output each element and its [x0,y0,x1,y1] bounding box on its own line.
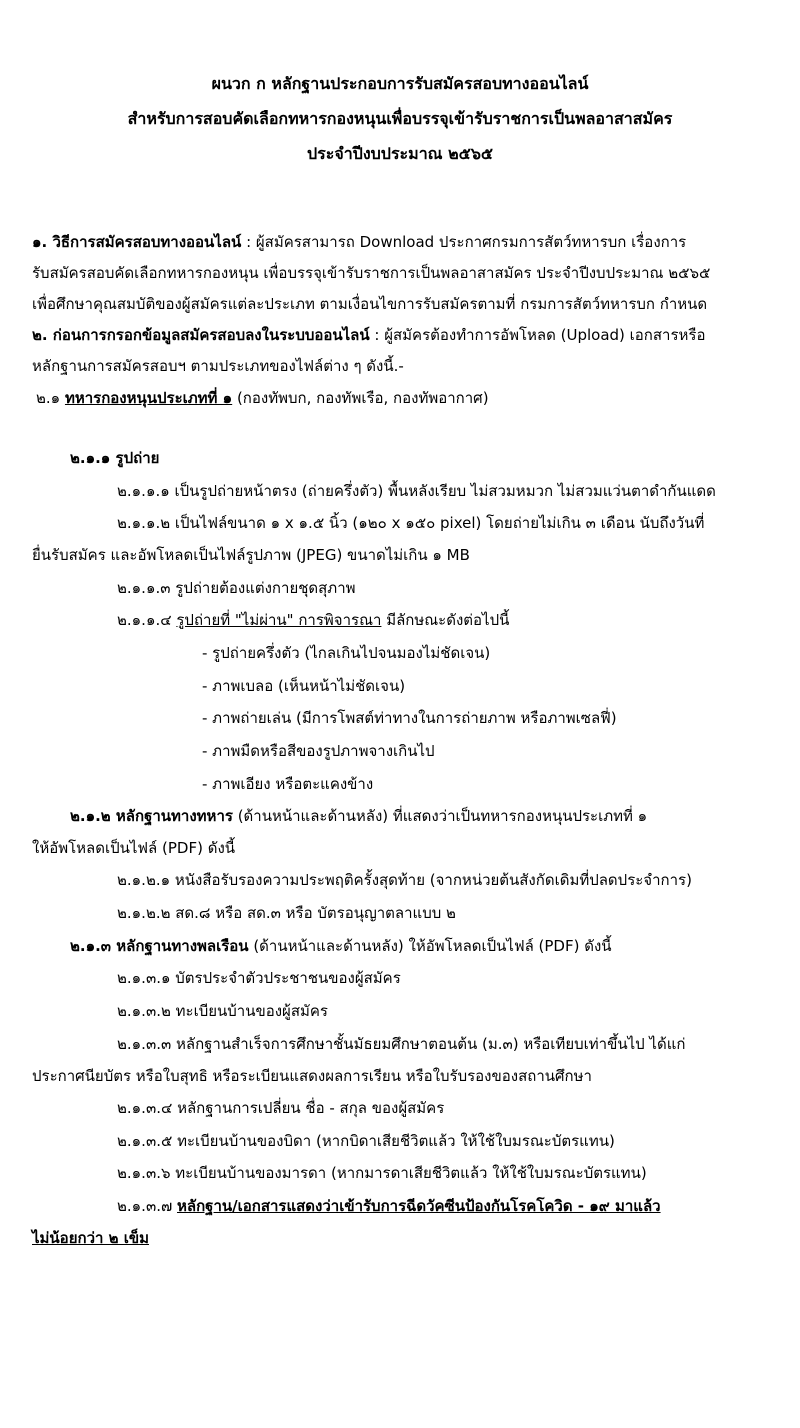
section-2-1-2-text: (ด้านหน้าและด้านหลัง) ที่แสดงว่าเป็นทหารกองหนุนประเภทที่ ๑ [232,807,648,825]
header-line-1: ผนวก ก หลักฐานประกอบการรับสมัครสอบทางออนไลน์ [211,74,589,93]
item-2-1-3-3: ๒.๑.๓.๓ หลักฐานสำเร็จการศึกษาชั้นมัธยมศึกษาตอนต้น (ม.๓) หรือเทียบเท่าขึ้นไป ได้แก่ [117,1035,686,1053]
section-2-heading: ๒. ก่อนการกรอกข้อมูลสมัครสอบลงในระบบออนไลน์ [32,326,370,344]
item-2-1-3-1: ๒.๑.๓.๑ บัตรประจำตัวประชาชนของผู้สมัคร [117,969,401,987]
item-number: ๒.๑.๑.๔ [117,611,177,629]
section-2-1-3-heading: ๒.๑.๓ หลักฐานทางพลเรือน [70,937,249,955]
section-2-1-3-text: (ด้านหน้าและด้านหลัง) ให้อัพโหลดเป็นไฟล์ (PDF) ดังนี้ [248,937,612,955]
section-1-line-3: เพื่อศึกษาคุณสมบัติของผู้สมัครแต่ละประเภท ตามเงื่อนไขการรับสมัครตามที่ กรมการสัตว์ทหารบก กำหนด [32,295,708,313]
section-2-1-1-heading: ๒.๑.๑ รูปถ่าย [70,449,160,467]
section-2-1 [36,386,489,410]
item-2-1-3-3-cont: ประกาศนียบัตร หรือใบสุทธิ หรือระเบียนแสดงผลการเรียน หรือใบรับรองของสถานศึกษา [32,1067,592,1085]
item-2-1-1-4 [117,608,509,632]
bullet-item: - ภาพมืดหรือสีของรูปภาพจางเกินไป [202,742,435,760]
section-1-text: : ผู้สมัครสามารถ Download ประกาศกรมการสัตว์ทหารบก เรื่องการ [241,233,687,251]
item-number: ๒.๑.๓.๗ [117,1197,178,1215]
item-2-1-3-4: ๒.๑.๓.๔ หลักฐานการเปลี่ยน ชื่อ - สกุล ของผู้สมัคร [117,1099,445,1117]
item-2-1-1-3: ๒.๑.๑.๓ รูปถ่ายต้องแต่งกายชุดสุภาพ [117,579,356,597]
item-underlined: รูปถ่ายที่ "ไม่ผ่าน" การพิจารณา [176,611,382,629]
section-2-line-2: หลักฐานการสมัครสอบฯ ตามประเภทของไฟล์ต่าง ๆ ดังนี้.- [32,357,404,375]
section-2-line-1 [32,323,705,347]
section-2-text: : ผู้สมัครต้องทำการอัพโหลด (Upload) เอกสารหรือ [369,326,706,344]
item-2-1-2-2: ๒.๑.๒.๒ สด.๘ หรือ สด.๓ หรือ บัตรอนุญาตลาแบบ ๒ [117,904,456,922]
item-2-1-3-7-cont: ไม่น้อยกว่า ๒ เข็ม [32,1229,150,1247]
section-2-1-3 [70,934,612,958]
bullet-item: - ภาพถ่ายเล่น (มีการโพสต์ท่าทางในการถ่ายภาพ หรือภาพเซลฟี่) [202,709,617,727]
header-line-3: ประจำปีงบประมาณ ๒๕๖๕ [306,144,494,163]
item-2-1-3-6: ๒.๑.๓.๖ ทะเบียนบ้านของมารดา (หากมารดาเสียชีวิตแล้ว ให้ใช้ใบมรณะบัตรแทน) [117,1164,647,1182]
section-1-line-2: รับสมัครสอบคัดเลือกทหารกองหนุน เพื่อบรรจุเข้ารับราชการเป็นพลอาสาสมัคร ประจำปีงบประมาณ ๒๕๖๕ [32,264,711,282]
item-2-1-1-1: ๒.๑.๑.๑ เป็นรูปถ่ายหน้าตรง (ถ่ายครึ่งตัว) พื้นหลังเรียบ ไม่สวมหมวก ไม่สวมแว่นตาดำกันแดด [117,482,716,500]
section-1-heading: ๑. วิธีการสมัครสอบทางออนไลน์ [32,233,242,251]
section-2-1-2 [70,804,647,828]
item-2-1-1-2: ๒.๑.๑.๒ เป็นไฟล์ขนาด ๑ x ๑.๕ นิ้ว (๑๒๐ x ๑๕๐ pixel) โดยถ่ายไม่เกิน ๓ เดือน นับถึงวันที่ [117,514,705,532]
section-2-1-text: (กองทัพบก, กองทัพเรือ, กองทัพอากาศ) [232,389,489,407]
bullet-item: - ภาพเบลอ (เห็นหน้าไม่ชัดเจน) [202,677,406,695]
item-text: มีลักษณะดังต่อไปนี้ [381,611,510,629]
item-2-1-3-5: ๒.๑.๓.๕ ทะเบียนบ้านของบิดา (หากบิดาเสียชีวิตแล้ว ให้ใช้ใบมรณะบัตรแทน) [117,1132,615,1150]
item-2-1-3-7 [117,1194,661,1218]
header-line-2: สำหรับการสอบคัดเลือกทหารกองหนุนเพื่อบรรจุเข้ารับราชการเป็นพลอาสาสมัคร [127,109,673,128]
item-2-1-1-2-cont: ยื่นรับสมัคร และอัพโหลดเป็นไฟล์รูปภาพ (JPEG) ขนาดไม่เกิน ๑ MB [32,546,470,564]
item-2-1-2-1: ๒.๑.๒.๑ หนังสือรับรองความประพฤติครั้งสุดท้าย (จากหน่วยต้นสังกัดเดิมที่ปลดประจำการ) [117,871,692,889]
section-2-1-2-heading: ๒.๑.๒ หลักฐานทางทหาร [70,807,233,825]
item-underlined: หลักฐาน/เอกสารแสดงว่าเข้ารับการฉีดวัคซีนป้องกันโรคโควิด - ๑๙ มาแล้ว [177,1197,661,1215]
section-2-1-2-cont: ให้อัพโหลดเป็นไฟล์ (PDF) ดังนี้ [32,839,236,857]
bullet-item: - รูปถ่ายครึ่งตัว (ไกลเกินไปจนมองไม่ชัดเจน) [202,644,491,662]
section-1-line-1 [32,230,686,254]
item-2-1-3-2: ๒.๑.๓.๒ ทะเบียนบ้านของผู้สมัคร [117,1002,328,1020]
section-2-1-number: ๒.๑ [36,389,65,407]
bullet-item: - ภาพเอียง หรือตะแคงข้าง [202,775,374,793]
section-2-1-heading: ทหารกองหนุนประเภทที่ ๑ [64,389,233,407]
